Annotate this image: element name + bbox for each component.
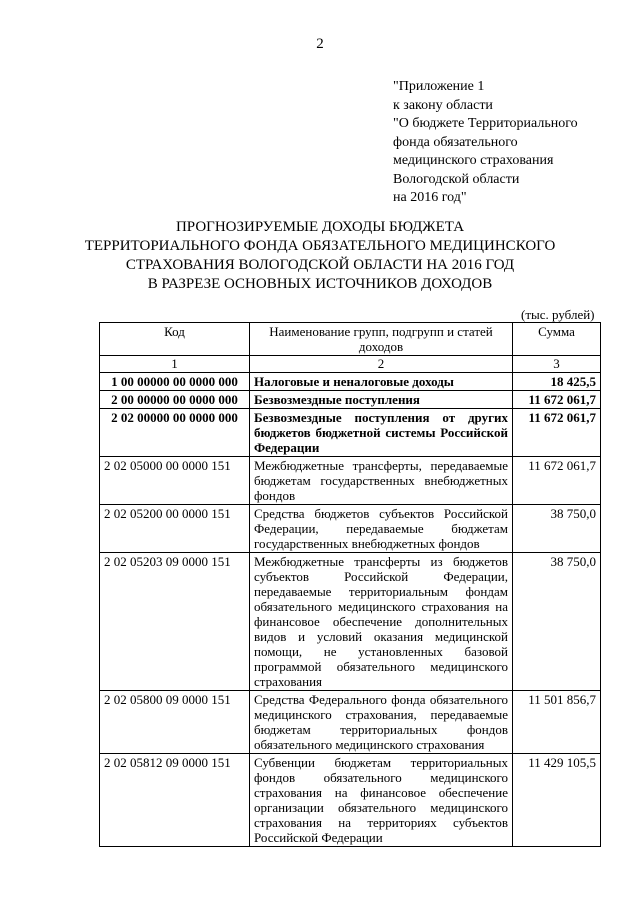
column-number: 2 bbox=[250, 356, 513, 373]
table-row bbox=[100, 457, 601, 505]
table-row bbox=[100, 505, 601, 553]
row-name: Средства бюджетов субъектов Российской Федерации, передаваемые бюджетам государственных внебюджетных фондов bbox=[250, 505, 513, 553]
row-code: 2 02 05000 00 0000 151 bbox=[100, 457, 250, 505]
row-sum: 11 501 856,7 bbox=[513, 691, 601, 754]
table-header-row bbox=[100, 323, 601, 356]
unit-note: (тыс. рублей) bbox=[521, 307, 595, 322]
table-row bbox=[100, 691, 601, 754]
appendix-reference bbox=[393, 78, 578, 208]
row-name: Налоговые и неналоговые доходы bbox=[250, 373, 513, 391]
table-row bbox=[100, 409, 601, 457]
row-code: 1 00 00000 00 0000 000 bbox=[100, 373, 250, 391]
page-number: 2 bbox=[316, 36, 324, 52]
header-code: Код bbox=[100, 323, 250, 356]
appendix-line: фонда обязательного bbox=[393, 134, 518, 150]
row-sum: 11 672 061,7 bbox=[513, 391, 601, 409]
row-code: 2 02 05800 09 0000 151 bbox=[100, 691, 250, 754]
table-row bbox=[100, 553, 601, 691]
column-number-row bbox=[100, 356, 601, 373]
row-sum: 38 750,0 bbox=[513, 505, 601, 553]
income-table bbox=[99, 322, 601, 847]
row-name: Средства Федерального фонда обязательного медицинского страхования, передаваемые бюджетам территориальных фондов обязательного медицинского страхования bbox=[250, 691, 513, 754]
header-sum: Сумма bbox=[513, 323, 601, 356]
appendix-line: медицинского страхования bbox=[393, 153, 554, 168]
row-code: 2 02 05812 09 0000 151 bbox=[100, 754, 250, 847]
title-line: В РАЗРЕЗЕ ОСНОВНЫХ ИСТОЧНИКОВ ДОХОДОВ bbox=[147, 276, 493, 292]
appendix-line: "Приложение 1 bbox=[393, 79, 485, 94]
table-row bbox=[100, 391, 601, 409]
appendix-line: на 2016 год" bbox=[393, 190, 467, 205]
table-row bbox=[100, 373, 601, 391]
row-sum: 18 425,5 bbox=[513, 373, 601, 391]
appendix-line: "О бюджете Территориального bbox=[393, 116, 578, 131]
table-row bbox=[100, 754, 601, 847]
title-line: ТЕРРИТОРИАЛЬНОГО ФОНДА ОБЯЗАТЕЛЬНОГО МЕДИЦИНСКОГО bbox=[84, 238, 556, 254]
row-code: 2 02 05203 09 0000 151 bbox=[100, 553, 250, 691]
row-name: Безвозмездные поступления от других бюджетов бюджетной системы Российской Федерации bbox=[250, 409, 513, 457]
title-line: СТРАХОВАНИЯ ВОЛОГОДСКОЙ ОБЛАСТИ НА 2016 ГОД bbox=[125, 257, 515, 273]
row-name: Безвозмездные поступления bbox=[250, 391, 513, 409]
row-code: 2 02 00000 00 0000 000 bbox=[100, 409, 250, 457]
row-name: Межбюджетные трансферты из бюджетов субъектов Российской Федерации, передаваемые территориальным фондам обязательного медицинского страхования на финансовое обеспечение дополнительных видов и условий оказания медицинской помощи, не установленных базовой программой обязательного медицинского страхования bbox=[250, 553, 513, 691]
column-number: 3 bbox=[513, 356, 601, 373]
row-name: Межбюджетные трансферты, передаваемые бюджетам государственных внебюджетных фондов bbox=[250, 457, 513, 505]
document-title bbox=[0, 218, 640, 294]
appendix-line: Вологодской области bbox=[393, 171, 520, 187]
row-sum: 38 750,0 bbox=[513, 553, 601, 691]
row-sum: 11 429 105,5 bbox=[513, 754, 601, 847]
column-number: 1 bbox=[100, 356, 250, 373]
row-sum: 11 672 061,7 bbox=[513, 409, 601, 457]
row-name: Субвенции бюджетам территориальных фондов обязательного медицинского страхования на финансовое обеспечение организации обязательного медицинского страхования на территориях субъектов Российской Федерации bbox=[250, 754, 513, 847]
appendix-line: к закону области bbox=[393, 97, 493, 113]
row-sum: 11 672 061,7 bbox=[513, 457, 601, 505]
row-code: 2 00 00000 00 0000 000 bbox=[100, 391, 250, 409]
title-line: ПРОГНОЗИРУЕМЫЕ ДОХОДЫ БЮДЖЕТА bbox=[175, 219, 465, 235]
header-name: Наименование групп, подгрупп и статей доходов bbox=[250, 323, 513, 356]
row-code: 2 02 05200 00 0000 151 bbox=[100, 505, 250, 553]
